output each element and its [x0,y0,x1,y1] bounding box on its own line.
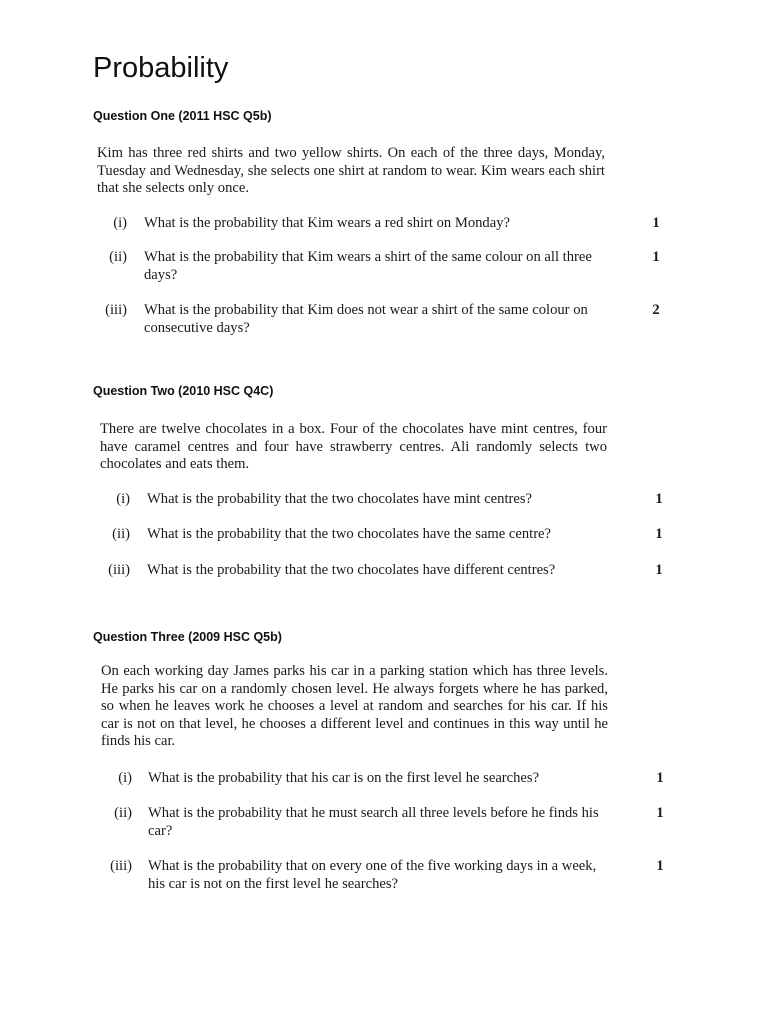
question-two-heading: Question Two (2010 HSC Q4C) [93,384,274,398]
part-number: (iii) [108,562,130,578]
part-marks: 1 [652,215,660,231]
part-marks: 1 [655,526,663,542]
part-number: (ii) [112,526,130,542]
part-text: What is the probability that the two chocolates have the same centre? [147,526,552,542]
question-three-intro: On each working day James parks his car in a parking station which has three levels. He parks his car on a randomly chosen level. He always forgets where he has parked, so when he leaves work he chooses a level at random and searches for his car. If his car is not on that level, he chooses a different level and continues in this way until he finds his car. [101,663,608,749]
part-number: (iii) [105,302,127,318]
question-three-heading: Question Three (2009 HSC Q5b) [93,630,282,644]
question-one-heading: Question One (2011 HSC Q5b) [93,109,272,123]
part-number: (ii) [109,249,127,265]
part-marks: 1 [655,491,663,507]
part-text: What is the probability that Kim wears a red shirt on Monday? [144,215,510,231]
part-text: What is the probability that Kim wears a shirt of the same colour on all three days? [144,249,592,283]
part-text: What is the probability that Kim does not wear a shirt of the same colour on consecutive days? [144,302,588,336]
part-number: (i) [118,770,132,786]
part-number: (iii) [110,858,132,874]
part-marks: 1 [655,562,663,578]
part-text: What is the probability that on every one of the five working days in a week, his car is not on the first level he searches? [148,858,597,892]
part-text: What is the probability that the two chocolates have mint centres? [147,491,532,507]
part-text: What is the probability that the two chocolates have different centres? [147,562,556,578]
part-text: What is the probability that he must search all three levels before he finds his car? [148,805,599,839]
question-two-intro: There are twelve chocolates in a box. Four of the chocolates have mint centres, four have caramel centres and four have strawberry centres. Ali randomly selects two chocolates and eats them. [100,421,607,472]
page-title: Probability [93,52,229,84]
part-marks: 1 [656,770,664,786]
part-number: (i) [116,491,130,507]
part-text: What is the probability that his car is on the first level he searches? [148,770,540,786]
part-marks: 2 [652,302,660,318]
question-one-intro: Kim has three red shirts and two yellow shirts. On each of the three days, Monday, Tuesday and Wednesday, she selects one shirt at random to wear. Kim wears each shirt that she selects only once. [97,145,605,196]
part-marks: 1 [656,858,664,874]
part-number: (ii) [114,805,132,821]
part-number: (i) [113,215,127,231]
part-marks: 1 [656,805,664,821]
part-marks: 1 [652,249,660,265]
